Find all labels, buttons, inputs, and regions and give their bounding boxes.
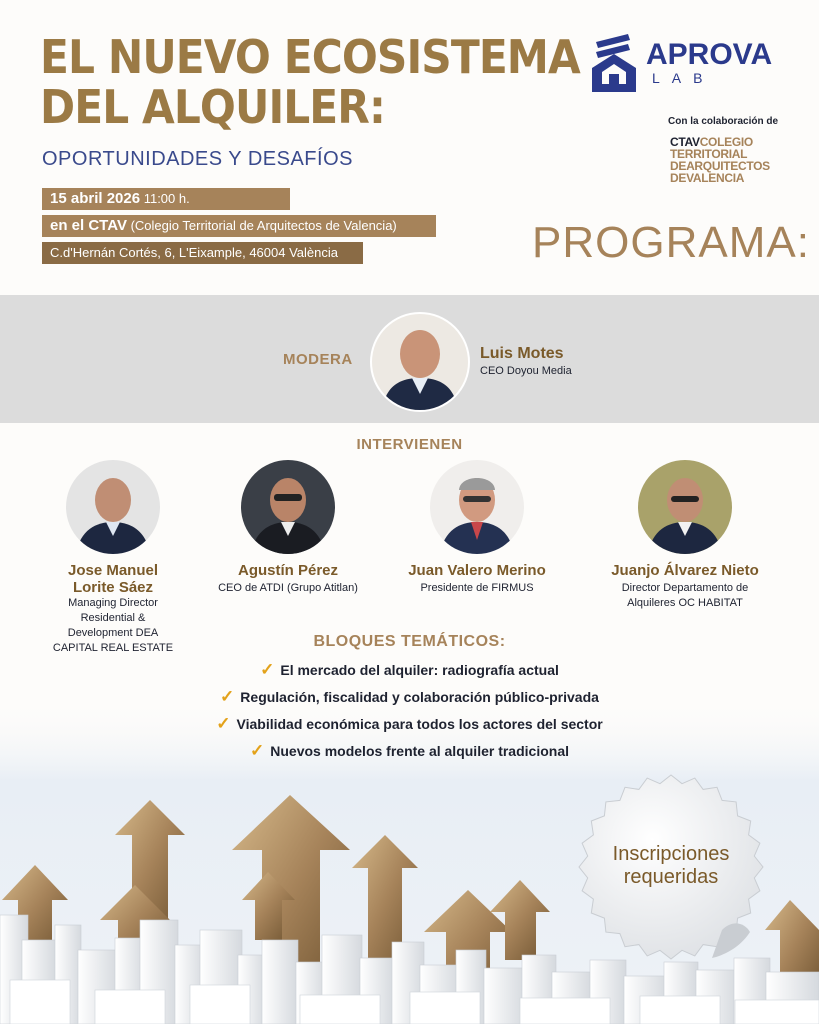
moderator-role: CEO Doyou Media [480,365,572,377]
speakers-heading: INTERVIENEN [356,436,463,453]
speaker-role-line: Director Departamento de [621,582,749,594]
venue-name: en el CTAV [50,217,127,234]
registration-line: Inscripciones [612,843,730,865]
check-icon: ✓ [220,687,235,706]
moderator-label: MODERA [283,351,353,368]
topic-item [0,714,819,734]
check-icon: ✓ [260,660,275,679]
speaker-name: Agustín Pérez [237,562,339,579]
speaker-role [585,581,785,611]
programa-heading: PROGRAMA: [532,218,810,267]
collaboration-label: Con la colaboración de [668,116,779,127]
ctav-line-2: TERRITORIAL [670,147,748,161]
speaker-avatar [66,460,160,554]
moderator-name: Luis Motes [480,345,564,362]
event-title [40,32,580,132]
speaker-name-line: Lorite Sáez [72,579,154,596]
speaker-role: Presidente de FIRMUS [420,582,534,594]
event-date: 15 abril 2026 [50,190,141,207]
topic-text: Viabilidad económica para todos los actores del sector [236,716,603,732]
ctav-logo [670,136,770,184]
event-time: 11:00 h. [143,191,190,206]
topics-heading: BLOQUES TEMÁTICOS: [313,633,506,650]
speaker-role-line: Managing Director [68,597,158,609]
speaker-name [26,562,200,596]
venue-address: C.d'Hernán Cortés, 6, L'Eixample, 46004 València [50,245,338,260]
aprova-house-icon [592,34,636,92]
event-subtitle: OPORTUNIDADES Y DESAFÍOS [42,148,353,170]
venue-bar [42,215,436,237]
registration-line: requeridas [623,866,719,888]
speaker-role-line: Development DEA [67,627,159,639]
topic-item [0,687,819,707]
check-icon: ✓ [216,714,231,733]
speaker-name-line: Jose Manuel [67,562,159,579]
speaker-avatar [241,460,335,554]
logo-subtitle: LAB [652,70,715,86]
topic-text: El mercado del alquiler: radiografía actual [280,662,559,678]
date-bar [42,188,290,210]
registration-text [580,843,762,889]
topic-text: Regulación, fiscalidad y colaboración público-privada [240,689,599,705]
title-line-1: EL NUEVO ECOSISTEMA [40,30,580,84]
topic-item [0,741,819,761]
speaker-name: Juanjo Álvarez Nieto [611,562,759,579]
ctav-line-3: DEARQUITECTOS [670,159,770,173]
speaker-role-line: Residential & [80,612,146,624]
address-bar [42,242,363,264]
venue-detail: (Colegio Territorial de Arquitectos de Valencia) [130,218,397,233]
speaker-role-line: CAPITAL REAL ESTATE [52,642,174,654]
topic-item [0,660,819,680]
speaker-role: CEO de ATDI (Grupo Atitlan) [218,582,358,594]
moderator-avatar [370,312,470,412]
check-icon: ✓ [250,741,265,760]
ctav-line-1: COLEGIO [699,135,753,149]
title-line-2: DEL ALQUILER: [40,80,385,134]
topic-text: Nuevos modelos frente al alquiler tradicional [270,743,569,759]
logo-wordmark: APROVA [646,38,773,71]
ctav-prefix: CTAV [670,135,700,149]
speaker-avatar [430,460,524,554]
speaker-name: Juan Valero Merino [408,562,546,579]
speaker-role-line: Alquileres OC HABITAT [627,597,743,609]
speaker-avatar [638,460,732,554]
ctav-line-4: DEVALENCIA [670,171,745,185]
